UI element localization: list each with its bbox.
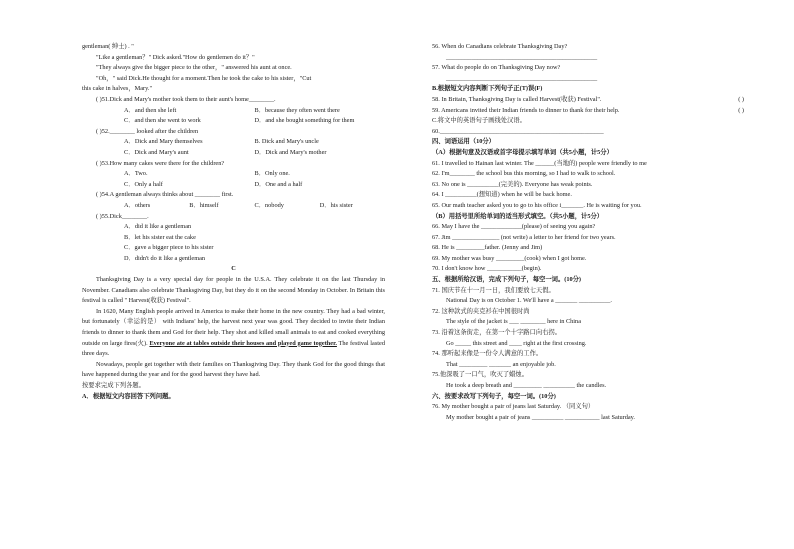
answer-line-56[interactable]: ________________________________________________ [446, 53, 598, 61]
question-71-blank[interactable]: National Day is on October 1. We'll have a _______ __________. [446, 297, 612, 305]
option-52-c: C．Dick and Mary's aunt [124, 148, 189, 156]
part-4-heading: 四、词语运用（10分） [432, 138, 495, 146]
part-4b-heading: （B）用括号里所给单词的适当形式填空。（共5小题，计5分） [432, 212, 604, 220]
option-54-a: A．others [124, 201, 151, 209]
option-53-b: B．Only one. [254, 170, 290, 178]
options-53-row1 [82, 169, 385, 180]
underlined-sentence: Everyone ate at tables outside their houses and played game together. [149, 339, 337, 347]
story-line: gentleman( 绅士) . " [82, 43, 134, 50]
option-53-a: A．Two. [124, 170, 148, 178]
question-71: 71. 国庆节在十一月一日，我们要放七天假。 [432, 286, 555, 294]
question-60[interactable]: 60.____________________________________________________ [432, 127, 604, 135]
question-56: 56. When do Canadians celebrate Thanksgiving Day? [432, 43, 568, 50]
option-55-a: A．did it like a gentleman [124, 223, 192, 231]
question-58-text: 58. In Britain, Thanksgiving Day is called Harvest(收获) Festival". [432, 95, 602, 103]
question-52: ( )52.________ looked after the children [96, 127, 199, 135]
question-64[interactable]: 64. I __________(想知道) when he will be back home. [432, 191, 572, 199]
question-72-blank[interactable]: The style of the jacket is ___ ________ here in China [446, 318, 582, 326]
option-51-c: C．and then she went to work [124, 117, 201, 125]
section-a-heading: A．根据短文内容回答下列问题。 [82, 392, 175, 400]
passage-paragraph-2-end: The festival lasted three days. [82, 339, 385, 358]
options-53-row2 [82, 180, 385, 191]
question-53: ( )53.How many cakes were there for the children? [96, 159, 225, 167]
options-52-row1 [82, 137, 385, 148]
question-67[interactable]: 67. Jim _______________ (not write) a letter to her friend for two years. [432, 233, 616, 241]
section-c-heading: C [231, 265, 236, 273]
answer-paren-59[interactable]: ( ) [738, 106, 744, 114]
story-line: this cake in halves，Mary." [82, 85, 153, 93]
option-51-b: B．because they often went there [254, 106, 340, 114]
question-57: 57. What do people do on Thanksgiving Day now? [432, 64, 561, 72]
question-65[interactable]: 65. Our math teacher asked you to go to his office i_______. He is waiting for you. [432, 201, 642, 209]
question-59 [432, 106, 744, 117]
option-53-d: D．One and a half [254, 180, 303, 188]
section-b-heading: B.根据短文内容判断下列句子正(T)误(F) [432, 85, 543, 93]
option-55-c: C．gave a bigger piece to his sister [124, 244, 214, 252]
option-52-d: D．Dick and Mary's mother [254, 148, 327, 156]
question-61[interactable]: 61. I travelled to Hainan last winter. The ______(当地的) people were friendly to me [432, 159, 647, 167]
question-74-blank[interactable]: That _________ _______ an enjoyable job. [446, 360, 556, 368]
section-c-instruction: C.将文中的英语句子画线处汉语。 [432, 117, 526, 125]
options-52-row2 [82, 148, 385, 159]
options-51-row2 [82, 116, 385, 127]
option-53-c: C．Only a half [124, 180, 163, 188]
option-52-b: B. Dick and Mary's uncle [254, 138, 319, 146]
option-54-c: C．nobody [254, 201, 284, 209]
question-51: ( )51.Dick and Mary's mother took them to their aunt's home________. [96, 95, 276, 103]
question-76: 76. My mother bought a pair of jeans last Saturday. （同义句） [432, 403, 595, 411]
question-74: 74. 那听起来像是一份令人满意的工作。 [432, 350, 543, 358]
option-55-d: D．didn't do it like a gentleman [124, 254, 206, 262]
task-instruction: 按要求完成下列各题。 [82, 382, 145, 389]
part-4a-heading: （A）根据句意及汉语或首字母提示填写单词（共5小题，计5分） [432, 148, 613, 156]
passage-paragraph-2-text: In 1620, Many English people arrived in America to make their home in the new country. They had a bad winter, but fortunately（幸运的是） with Indians' help, the harvest next year was good. They decided to invite their Indian friends to dinner to thank them and God for their help. They shot and killed small animals to eat and cooked everything outside on large fires(火). [82, 307, 385, 347]
question-54: ( )54.A gentleman always thinks about ________ first. [96, 191, 234, 199]
story-line: "Like a gentleman？" Dick asked."How do gentlemen do it？" [96, 53, 255, 61]
question-55: ( )55.Dick________. [96, 212, 149, 220]
question-68[interactable]: 68. He is _________father. (Jenny and Jim) [432, 244, 543, 252]
question-66[interactable]: 66. May I have the _____________(please) of seeing you again? [432, 223, 596, 231]
question-69[interactable]: 69. My mother was busy _________(cook) when I got home. [432, 254, 587, 262]
option-55-b: B．let his sister eat the cake [124, 233, 196, 241]
right-column [432, 42, 744, 423]
part-5-heading: 五、根据所给汉语，完成下列句子，每空一词。(10分) [432, 276, 582, 284]
question-73-blank[interactable]: Go _____ this street and ____ right at the first crossing. [446, 339, 587, 347]
passage-paragraph-1: Thanksgiving Day is a very special day for people in the U.S.A. They celebrate it on the last Thursday in November. Canadians also celebrate Thanksgiving Day, but they do it on the second Monday in October. In Britain this festival is called " Harvest(收获) Festival". [82, 276, 385, 305]
question-70[interactable]: 70. I don't know how ___________(begin). [432, 265, 542, 273]
question-62[interactable]: 62. I'm________ the school bus this morning, so I had to walk to school. [432, 170, 616, 178]
left-column [82, 42, 385, 402]
question-75: 75.他深吸了一口气，吹灭了蜡烛。 [432, 371, 529, 379]
passage-paragraph-3: Nowadays, people get together with their families on Thanksgiving Day. They thank God for the good things that have happened during the year and for the good harvest they have had. [82, 360, 385, 379]
answer-paren-58[interactable]: ( ) [738, 95, 744, 103]
question-73: 73. 沿着这条街走，在第一个十字路口向右拐。 [432, 329, 562, 337]
option-52-a: A．Dick and Mary themselves [124, 138, 203, 146]
options-51-row1 [82, 106, 385, 117]
option-54-b: B．himself [189, 201, 219, 209]
passage-paragraph-2 [82, 307, 385, 360]
question-76-blank[interactable]: My mother bought a pair of jeans __________ ___________ last Saturday. [446, 413, 635, 421]
question-72: 72. 这种款式的夹克衫在中国很时尚 [432, 307, 530, 315]
story-line: "Oh，" said Dick.He thought for a moment.Then he took the cake to his sister，"Cut [96, 74, 312, 82]
option-54-d: D．his sister [319, 201, 353, 209]
question-58 [432, 95, 744, 106]
question-63[interactable]: 63. No one is __________(完美的). Everyone has weak points. [432, 180, 593, 188]
options-54 [82, 201, 385, 212]
option-51-a: A．and then she left [124, 106, 177, 114]
part-6-heading: 六、按要求改写下列句子，每空一词。(10分) [432, 392, 556, 400]
story-line: "They always give the bigger piece to the other，" answered his aunt at once. [96, 64, 292, 72]
question-75-blank[interactable]: He took a deep breath and _________ __________ the candles. [446, 382, 607, 389]
question-59-text: 59. Americans invited their Indian friends to dinner to thank for their help. [432, 106, 620, 114]
answer-line-57[interactable]: ________________________________________________ [446, 74, 598, 82]
option-51-d: D．and she bought something for them [254, 117, 355, 125]
